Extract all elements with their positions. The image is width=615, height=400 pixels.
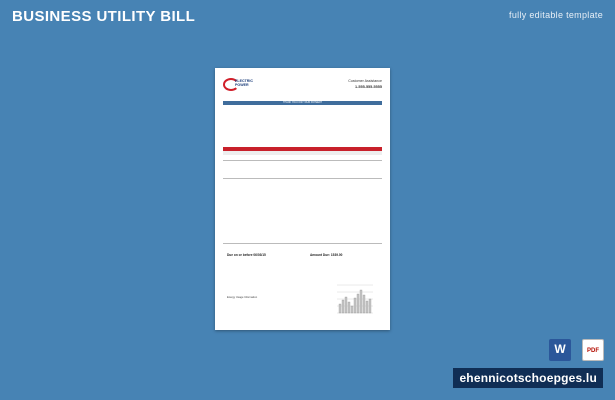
usage-title: Energy Usage Information bbox=[227, 296, 258, 299]
customer-service-phone: 1-555-555-5555 bbox=[354, 85, 382, 89]
highlight-banner: THANK YOU FOR YOUR PAYMENT bbox=[223, 101, 382, 105]
pdf-document-icon[interactable]: PDF bbox=[582, 339, 604, 361]
company-logo bbox=[223, 78, 257, 88]
customer-service-block bbox=[348, 78, 382, 90]
brand-badge: ehennicotschoepges.lu bbox=[453, 368, 603, 388]
word-document-icon[interactable]: W bbox=[549, 339, 571, 361]
divider bbox=[223, 160, 382, 161]
due-date-label: Due on or before 06/03/15 bbox=[227, 253, 266, 257]
logo-text: ELECTRIC POWER bbox=[235, 79, 253, 87]
bill-document-preview bbox=[215, 68, 390, 330]
page-subtitle: fully editable template bbox=[509, 10, 603, 20]
divider bbox=[223, 243, 382, 244]
usage-bar-chart bbox=[335, 280, 375, 315]
divider bbox=[223, 178, 382, 179]
customer-service-label: Customer Assistance bbox=[348, 79, 382, 83]
amount-due-label: Amount Due: 1539.00 bbox=[310, 253, 343, 257]
account-values-row bbox=[223, 151, 382, 155]
page-title: BUSINESS UTILITY BILL bbox=[12, 8, 196, 25]
